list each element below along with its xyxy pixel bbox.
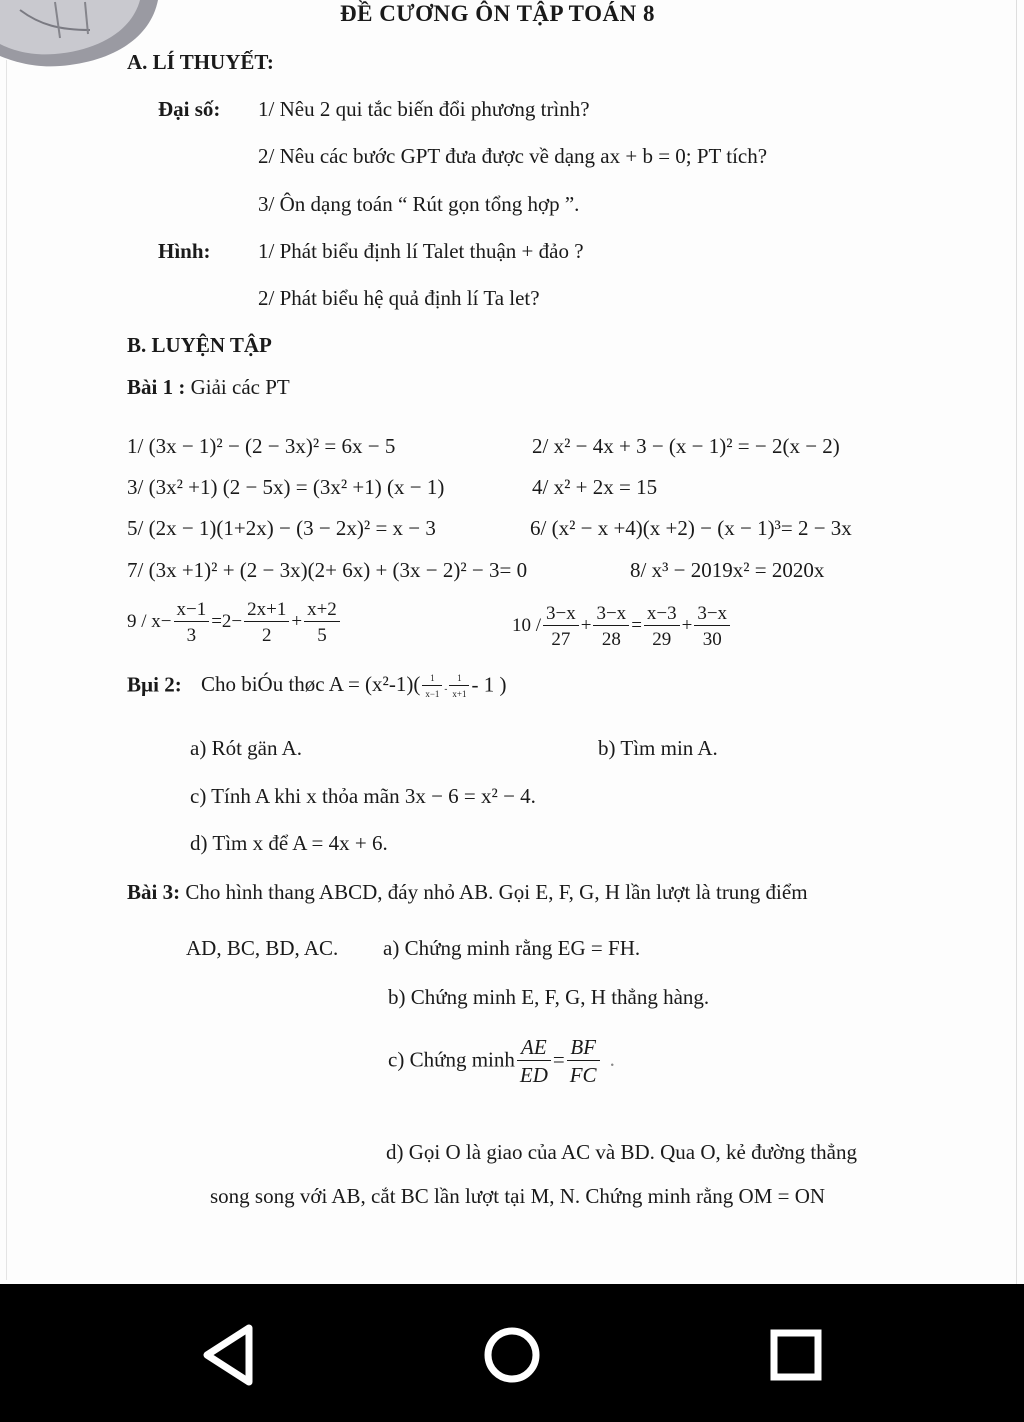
bai2-text: Cho biÓu thøc A = (x²-1)( xyxy=(200,672,421,697)
algebra-item-1: 1/ Nêu 2 qui tắc biến đổi phương trình? xyxy=(258,97,590,121)
bai2-tail: - 1 ) xyxy=(471,672,507,697)
bai3-part-d-line-2: song song với AB, cắt BC lần lượt tại M, N. Chứng minh rằng OM = ON xyxy=(210,1184,826,1208)
theory-heading: A. LÍ THUYẾT: xyxy=(127,50,274,74)
equation-9 xyxy=(127,600,342,645)
bai3-c-dot: . xyxy=(609,1047,615,1072)
bai1-label: Bài 1 : xyxy=(127,375,186,399)
eq9-frac-3: $\frac{x+2}{5}$ xyxy=(304,600,340,645)
equation-5: 5/ (2x − 1)(1+2x) − (3 − 2x)² = x − 3 xyxy=(127,516,436,540)
eq9-frac-1: $\frac{x-1}{3}$ xyxy=(174,600,210,645)
algebra-item-3: 3/ Ôn dạng toán “ Rút gọn tổng hợp ”. xyxy=(258,192,580,216)
bai3-line-2a: AD, BC, BD, AC. xyxy=(186,936,339,960)
bai2-frac-1: $\frac{1}{x-1}$ xyxy=(422,674,442,699)
bai2-part-c: c) Tính A khi x thỏa mãn 3x − 6 = x² − 4. xyxy=(190,784,536,808)
bai3-line-1 xyxy=(127,882,808,903)
eq10-equals: = xyxy=(631,614,642,636)
equation-2: 2/ x² − 4x + 3 − (x − 1)² = − 2(x − 2) xyxy=(532,434,840,458)
bai3-part-c xyxy=(388,1037,615,1086)
equation-1: 1/ (3x − 1)² − (2 − 3x)² = 6x − 5 xyxy=(127,434,396,458)
bai2-part-d: d) Tìm x để A = 4x + 6. xyxy=(190,831,388,855)
equation-6: 6/ (x² − x +4)(x +2) − (x − 1)³= 2 − 3x xyxy=(530,516,852,540)
bai2-part-a: a) Rót gän A. xyxy=(190,736,302,760)
eq10-frac-2: $\frac{3-x}{28}$ xyxy=(593,604,629,649)
bai1-text: Giải các PT xyxy=(190,375,290,399)
bai3-label: Bài 3: xyxy=(127,880,181,904)
equation-8: 8/ x³ − 2019x² = 2020x xyxy=(630,558,825,582)
page-edge-left xyxy=(6,60,7,1280)
bai1-heading xyxy=(127,377,290,398)
page-edge-right xyxy=(1016,0,1017,1284)
bai3-c-frac-2: $\frac{BF}{FC}$ xyxy=(567,1037,600,1086)
android-navigation-bar xyxy=(0,1284,1024,1422)
eq10-plus-2: + xyxy=(681,614,693,636)
bai2-minus: - xyxy=(444,683,448,694)
back-triangle-icon[interactable] xyxy=(183,1310,273,1400)
home-circle-icon[interactable] xyxy=(467,1310,557,1400)
document-title: ĐỀ CƯƠNG ÔN TẬP TOÁN 8 xyxy=(340,1,655,26)
eq10-plus-1: + xyxy=(580,614,592,636)
geometry-item-2: 2/ Phát biểu hệ quả định lí Ta let? xyxy=(258,286,540,310)
eq9-plus: + xyxy=(291,610,303,632)
bai3-part-a: a) Chứng minh rằng EG = FH. xyxy=(383,936,641,960)
bai3-part-b: b) Chứng minh E, F, G, H thẳng hàng. xyxy=(388,985,710,1009)
eq10-frac-3: $\frac{x-3}{29}$ xyxy=(644,604,680,649)
bai2-part-b: b) Tìm min A. xyxy=(598,736,718,760)
bai2-heading xyxy=(127,674,506,699)
equation-10 xyxy=(512,604,732,649)
bai3-c-prefix: c) Chứng minh xyxy=(388,1047,515,1072)
equation-3: 3/ (3x² +1) (2 − 5x) = (3x² +1) (x − 1) xyxy=(127,475,445,499)
eq10-frac-4: $\frac{3-x}{30}$ xyxy=(694,604,730,649)
eq9-prefix: 9 / x− xyxy=(127,610,172,632)
eq10-frac-1: $\frac{3-x}{27}$ xyxy=(543,604,579,649)
algebra-item-2: 2/ Nêu các bước GPT đưa được về dạng ax + b = 0; PT tích? xyxy=(258,144,768,168)
recents-square-icon[interactable] xyxy=(751,1310,841,1400)
geometry-label: Hình: xyxy=(158,239,211,263)
practice-heading: B. LUYỆN TẬP xyxy=(127,333,272,357)
algebra-label: Đại số: xyxy=(158,97,221,121)
bai3-text-1: Cho hình thang ABCD, đáy nhỏ AB. Gọi E, F, G, H lần lượt là trung điểm xyxy=(185,880,808,904)
eq10-prefix: 10 / xyxy=(512,614,542,636)
bai3-c-frac-1: $\frac{AE}{ED}$ xyxy=(517,1037,551,1086)
equation-7: 7/ (3x +1)² + (2 − 3x)(2+ 6x) + (3x − 2)² − 3= 0 xyxy=(127,558,528,582)
bai2-frac-2: $\frac{1}{x+1}$ xyxy=(449,674,469,699)
bai2-label: Bµi 2: xyxy=(127,672,182,697)
equation-4: 4/ x² + 2x = 15 xyxy=(532,475,658,499)
eq9-mid: =2− xyxy=(211,610,243,632)
eq9-frac-2: $\frac{2x+1}{2}$ xyxy=(244,600,289,645)
geometry-item-1: 1/ Phát biểu định lí Talet thuận + đảo ? xyxy=(258,239,584,263)
bai3-c-equals: = xyxy=(552,1047,565,1072)
bai3-part-d-line-1: d) Gọi O là giao của AC và BD. Qua O, kẻ đường thẳng xyxy=(386,1140,857,1164)
